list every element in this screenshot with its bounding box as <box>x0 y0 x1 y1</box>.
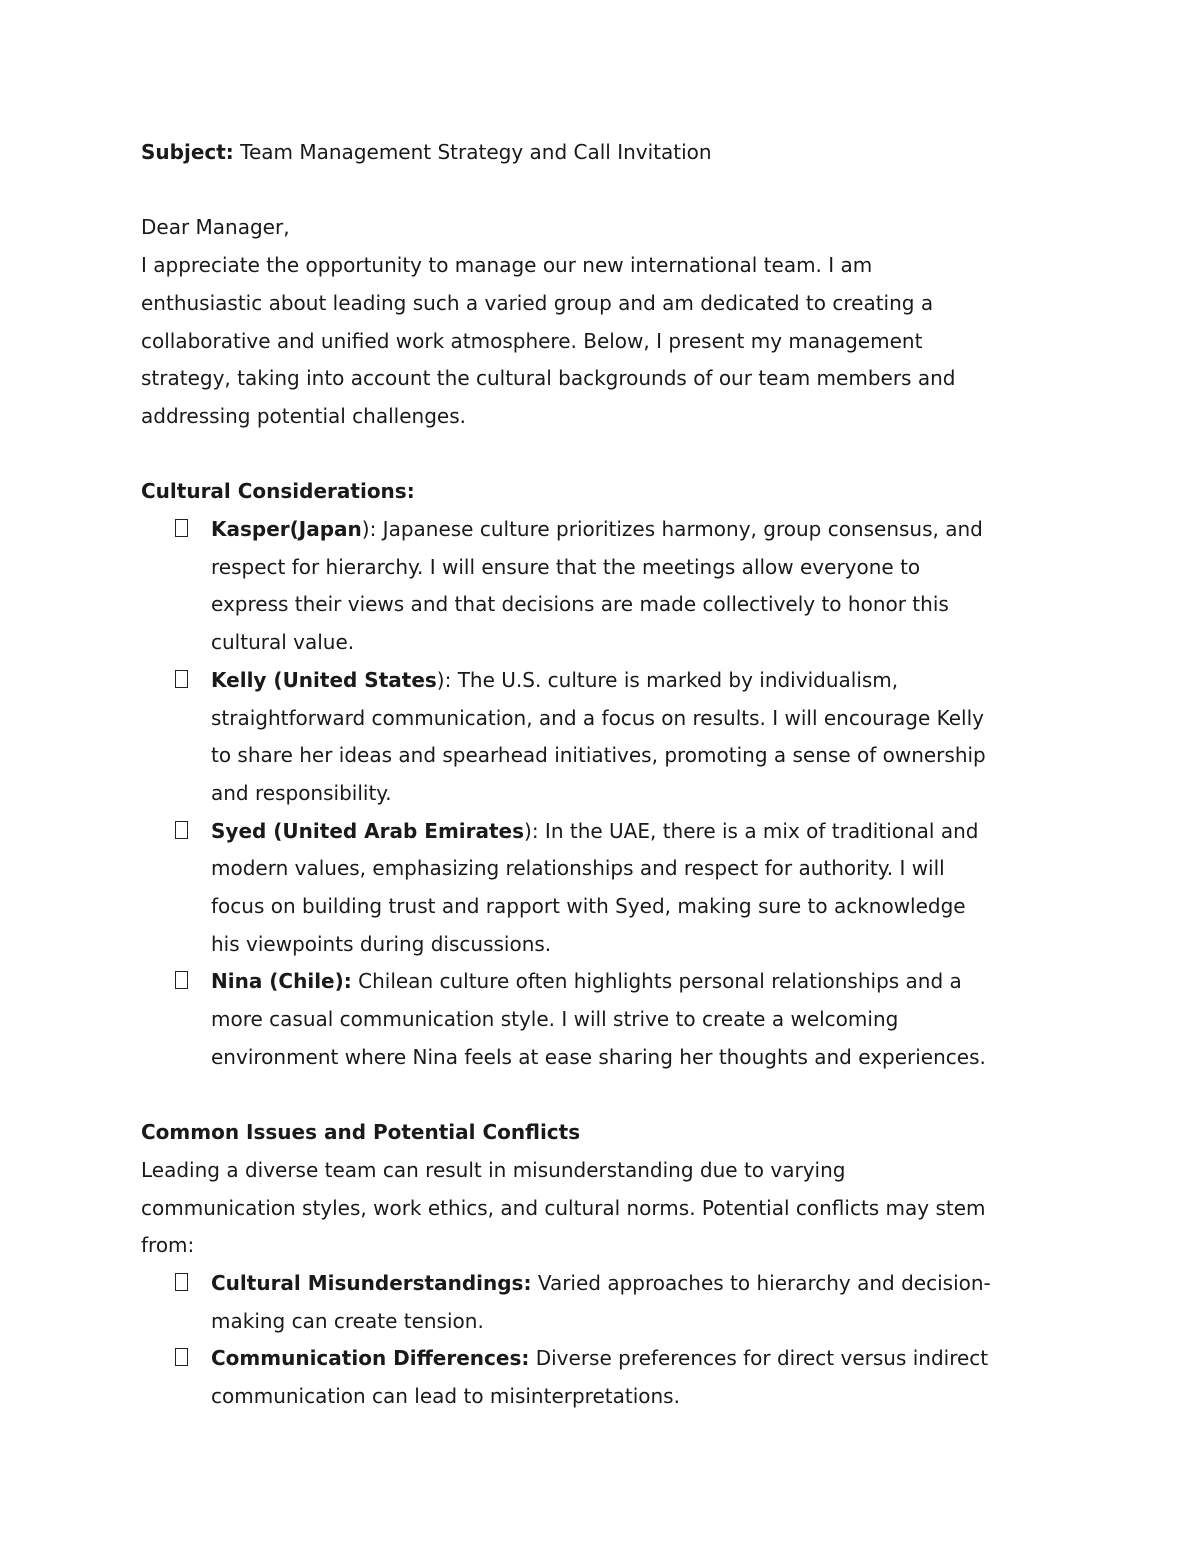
list-item-text: Varied approaches to hierarchy and decision- <box>531 1271 991 1296</box>
spacer <box>141 1077 1061 1115</box>
list-item-text: ): Japanese culture prioritizes harmony, group consensus, and <box>361 517 983 541</box>
issues-list <box>141 1265 1061 1416</box>
person-name: Nina (Chile): <box>211 969 352 994</box>
list-item-text: ): The U.S. culture is marked by individualism, <box>436 667 899 692</box>
person-name: Kelly (United States <box>211 667 437 692</box>
list-item <box>141 1265 1061 1340</box>
bullet-icon <box>175 1273 188 1291</box>
list-item-line: making can create tension. <box>211 1308 484 1333</box>
cultural-list <box>141 511 1061 1077</box>
list-item <box>141 1340 1061 1415</box>
issues-heading: Common Issues and Potential Conflicts <box>141 1120 581 1145</box>
list-item-line: focus on building trust and rapport with Syed, making sure to acknowledge <box>211 894 966 919</box>
list-item-line <box>211 1265 1061 1303</box>
list-item-line: more casual communication style. I will strive to create a welcoming <box>211 1007 899 1032</box>
intro-paragraph <box>141 247 1061 436</box>
subject-text: Team Management Strategy and Call Invitation <box>233 140 712 164</box>
list-item-text: Diverse preferences for direct versus indirect <box>529 1346 989 1371</box>
list-item <box>141 511 1061 662</box>
spacer <box>141 172 1061 210</box>
bullet-icon <box>175 670 188 688</box>
intro-line: enthusiastic about leading such a varied group and am dedicated to creating a <box>141 290 934 315</box>
bullet-icon <box>175 821 188 839</box>
issues-line: Leading a diverse team can result in misunderstanding due to varying <box>141 1157 846 1182</box>
list-item-text: ): In the UAE, there is a mix of traditional and <box>524 818 979 843</box>
greeting: Dear Manager, <box>141 215 290 240</box>
bullet-icon <box>175 971 188 989</box>
cultural-heading: Cultural Considerations: <box>141 479 415 504</box>
list-item <box>141 662 1061 813</box>
list-item-line: and responsibility. <box>211 780 392 805</box>
intro-line: collaborative and unified work atmosphere. Below, I present my management <box>141 328 923 353</box>
intro-line: I appreciate the opportunity to manage our new international team. I am <box>141 253 873 278</box>
list-item-line: express their views and that decisions are made collectively to honor this <box>211 592 949 617</box>
document-page <box>141 134 1061 1416</box>
intro-line: addressing potential challenges. <box>141 403 466 428</box>
list-item-line <box>211 813 1061 851</box>
issues-line: from: <box>141 1233 195 1258</box>
list-item-line: to share her ideas and spearhead initiatives, promoting a sense of ownership <box>211 743 986 768</box>
list-item-line: environment where Nina feels at ease sharing her thoughts and experiences. <box>211 1044 986 1069</box>
list-item-text: Chilean culture often highlights personal relationships and a <box>351 969 962 994</box>
list-item-line <box>211 963 1061 1001</box>
intro-line: strategy, taking into account the cultural backgrounds of our team members and <box>141 366 956 391</box>
list-item-line <box>211 662 1061 700</box>
spacer <box>141 436 1061 474</box>
list-item-line: respect for hierarchy. I will ensure that the meetings allow everyone to <box>211 554 921 579</box>
list-item-line: modern values, emphasizing relationships and respect for authority. I will <box>211 856 945 881</box>
list-item <box>141 963 1061 1076</box>
person-name: Syed (United Arab Emirates <box>211 818 525 843</box>
issues-line: communication styles, work ethics, and cultural norms. Potential conflicts may stem <box>141 1195 986 1220</box>
subject-label: Subject: <box>141 140 234 164</box>
list-item-line: his viewpoints during discussions. <box>211 931 552 956</box>
list-item-line: cultural value. <box>211 630 355 655</box>
issue-title: Cultural Misunderstandings: <box>211 1271 532 1296</box>
person-name: Kasper(Japan <box>211 517 362 541</box>
subject-line <box>141 134 1061 172</box>
issue-title: Communication Differences: <box>211 1346 530 1371</box>
list-item <box>141 813 1061 964</box>
list-item-line <box>211 1340 1061 1378</box>
list-item-line <box>211 511 1061 549</box>
bullet-icon <box>175 1348 188 1366</box>
list-item-line: communication can lead to misinterpretations. <box>211 1384 680 1409</box>
list-item-line: straightforward communication, and a focus on results. I will encourage Kelly <box>211 705 984 730</box>
bullet-icon <box>175 519 188 537</box>
issues-paragraph <box>141 1152 1061 1265</box>
